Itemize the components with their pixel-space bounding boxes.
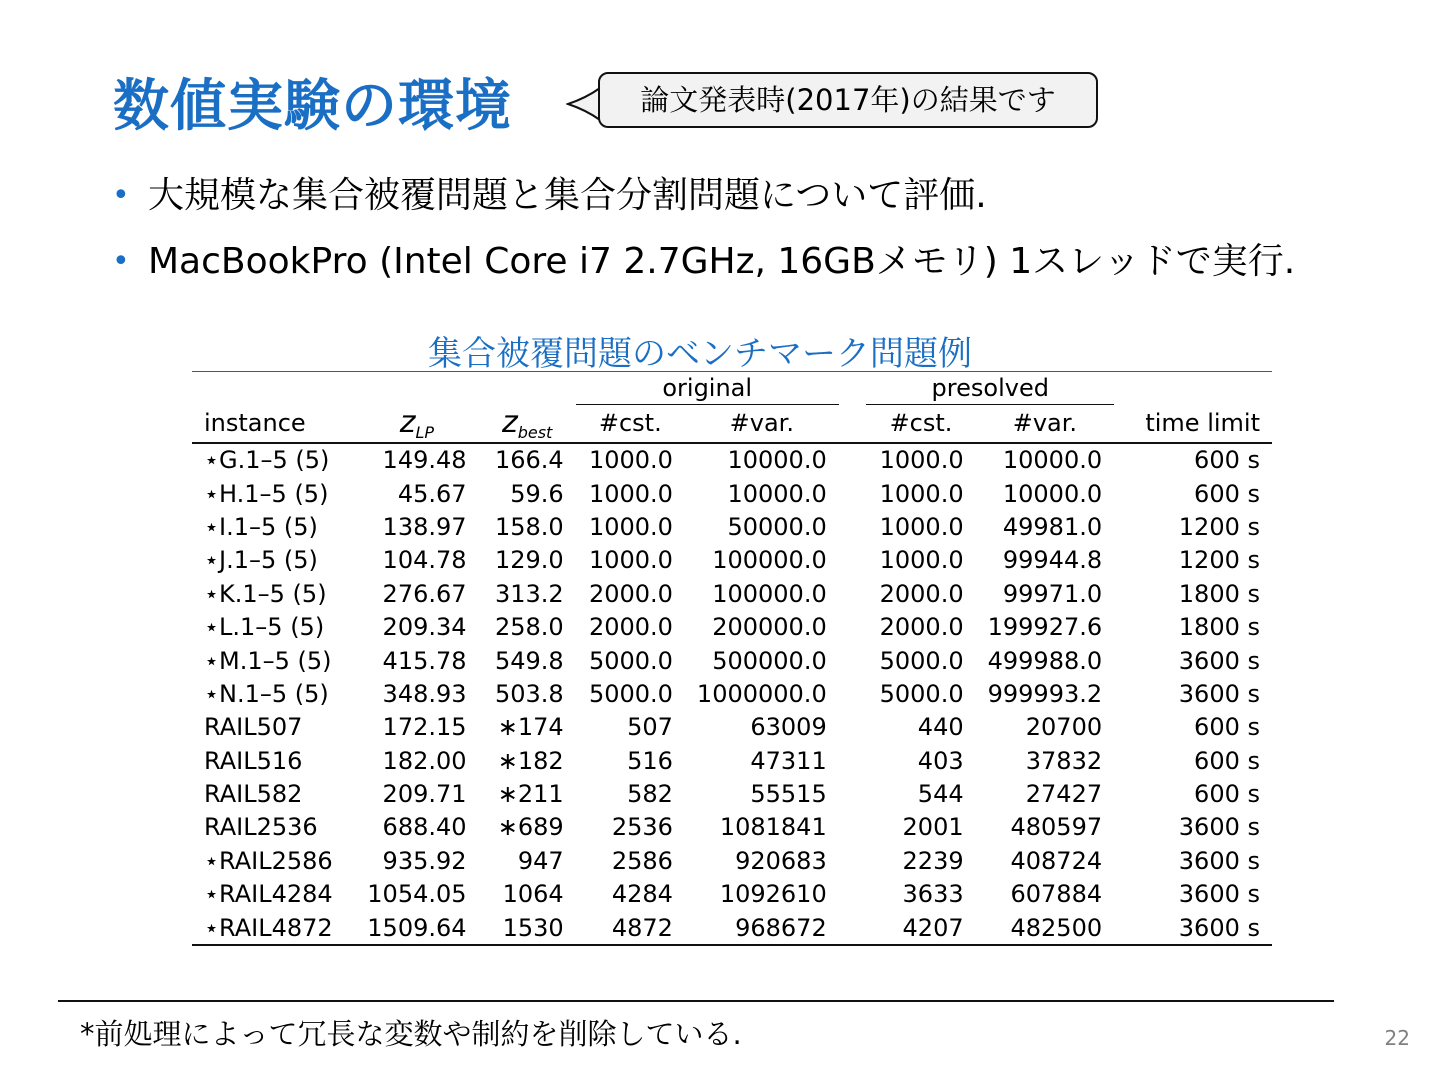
cell-pre-var: 10000.0 (1002, 479, 1103, 508)
cell-pre-cst: 1000.0 (879, 479, 964, 508)
table-row (192, 711, 1272, 744)
spacer-cell (839, 644, 867, 677)
cell-time-limit: 1200 s (1178, 512, 1260, 541)
benchmark-table (192, 371, 1272, 946)
cell-pre-var: 37832 (1025, 746, 1103, 775)
footer-divider (58, 1000, 1334, 1002)
cell-orig-cst: 1000.0 (588, 546, 673, 575)
cell-instance: RAIL516 (204, 746, 303, 775)
col-header-pre-var: #var. (976, 405, 1115, 443)
col-header-orig-cst: #cst. (576, 405, 685, 443)
cell-time-limit: 3600 s (1178, 679, 1260, 708)
cell-zbest: 1530 (479, 911, 576, 945)
col-header-zbest (479, 405, 576, 443)
cell-zbest: 158.0 (494, 512, 564, 541)
cell-orig-cst: 4872 (576, 911, 685, 945)
footnote: *前処理によって冗長な変数や制約を削除している. (80, 1017, 742, 1051)
cell-orig-cst: 516 (627, 746, 673, 775)
col-header-instance: instance (192, 405, 355, 443)
table-row (192, 443, 1272, 477)
cell-orig-var: 1092610 (719, 880, 827, 909)
cell-instance: ⋆M.1–5 (5) (204, 646, 332, 675)
callout-bubble: 論文発表時(2017年)の結果です (598, 72, 1098, 128)
table-row (192, 744, 1272, 777)
cell-pre-var: 499988.0 (987, 646, 1103, 675)
cell-orig-cst: 1000.0 (588, 512, 673, 541)
table-row (192, 878, 1272, 911)
spacer-cell (839, 477, 867, 510)
cell-time-limit: 600 s (1194, 746, 1260, 775)
cell-pre-cst: 1000.0 (879, 512, 964, 541)
cell-instance: ⋆I.1–5 (5) (204, 512, 318, 541)
cell-instance: RAIL2536 (204, 813, 318, 842)
zbest-subscript: best (517, 422, 553, 442)
cell-instance: ⋆RAIL2586 (204, 846, 333, 875)
cell-instance: ⋆N.1–5 (5) (204, 679, 329, 708)
cell-pre-var: 49981.0 (1002, 512, 1103, 541)
cell-instance: RAIL582 (204, 780, 303, 809)
cell-time-limit: 3600 s (1178, 813, 1260, 842)
cell-time-limit: 600 s (1194, 713, 1260, 742)
cell-zbest: 129.0 (494, 546, 564, 575)
cell-orig-cst: 1000.0 (588, 446, 673, 475)
zbest-symbol: z (501, 404, 518, 440)
cell-time-limit: 3600 s (1178, 646, 1260, 675)
cell-orig-cst: 2000.0 (588, 579, 673, 608)
table-row (192, 911, 1272, 945)
column-header-row (192, 405, 1272, 443)
cell-orig-cst: 2586 (611, 846, 673, 875)
cell-orig-var: 55515 (750, 780, 827, 809)
cell-zbest: 166.4 (494, 446, 564, 475)
cell-zbest: 1064 (502, 880, 564, 909)
cell-instance: ⋆H.1–5 (5) (204, 479, 329, 508)
cell-orig-var: 200000.0 (712, 613, 827, 642)
table-row (192, 477, 1272, 510)
cell-pre-var: 10000.0 (1002, 446, 1103, 475)
cell-time-limit: 1200 s (1178, 546, 1260, 575)
cell-pre-var: 607884 (1010, 880, 1103, 909)
zlp-symbol: z (399, 404, 416, 440)
table-row (192, 610, 1272, 643)
cell-time-limit: 600 s (1194, 479, 1260, 508)
cell-orig-var: 100000.0 (712, 579, 827, 608)
cell-orig-var: 50000.0 (727, 512, 827, 541)
cell-time-limit: 1800 s (1178, 579, 1260, 608)
cell-pre-var: 199927.6 (987, 613, 1103, 642)
cell-orig-cst: 582 (627, 780, 673, 809)
cell-zbest: ∗174 (497, 713, 564, 742)
cell-zlp: 276.67 (382, 579, 467, 608)
table-row (192, 777, 1272, 810)
cell-instance: ⋆RAIL4872 (192, 911, 355, 945)
cell-orig-var: 10000.0 (727, 446, 827, 475)
spacer-cell (839, 844, 867, 877)
cell-pre-var: 408724 (1010, 846, 1103, 875)
cell-pre-var: 99971.0 (1002, 579, 1103, 608)
cell-time-limit: 600 s (1194, 446, 1260, 475)
table-row (192, 544, 1272, 577)
cell-time-limit: 3600 s (1178, 880, 1260, 909)
table-body (192, 443, 1272, 946)
cell-pre-cst: 403 (917, 746, 964, 775)
cell-pre-cst: 5000.0 (879, 646, 964, 675)
cell-pre-cst: 2000.0 (879, 613, 964, 642)
cell-time-limit: 3600 s (1178, 846, 1260, 875)
cell-zbest: ∗182 (497, 746, 564, 775)
cell-orig-cst: 1000.0 (588, 479, 673, 508)
table-row (192, 811, 1272, 844)
bullet-text: 大規模な集合被覆問題と集合分割問題について評価. (148, 175, 987, 216)
cell-zbest: 947 (517, 846, 564, 875)
zlp-subscript: LP (415, 422, 435, 442)
cell-instance: RAIL507 (204, 713, 303, 742)
cell-zlp: 348.93 (382, 679, 467, 708)
cell-zlp: 182.00 (382, 746, 467, 775)
cell-instance: ⋆G.1–5 (5) (204, 446, 330, 475)
cell-zbest: 59.6 (510, 479, 564, 508)
table-row (192, 677, 1272, 710)
cell-orig-cst: 2000.0 (588, 613, 673, 642)
cell-zbest: ∗211 (497, 780, 564, 809)
cell-zlp: 688.40 (382, 813, 467, 842)
spacer-cell (839, 711, 867, 744)
group-header-presolved: presolved (866, 372, 1114, 405)
cell-instance: ⋆L.1–5 (5) (204, 613, 325, 642)
spacer-cell (839, 577, 867, 610)
col-header-time-limit: time limit (1114, 405, 1272, 443)
cell-orig-cst: 5000.0 (588, 679, 673, 708)
cell-instance: ⋆K.1–5 (5) (204, 579, 327, 608)
group-header-original: original (576, 372, 839, 405)
spacer-cell (839, 510, 867, 543)
cell-time-limit: 3600 s (1114, 911, 1272, 945)
cell-pre-cst: 2000.0 (879, 579, 964, 608)
cell-orig-cst: 4284 (611, 880, 673, 909)
cell-zlp: 104.78 (382, 546, 467, 575)
cell-orig-var: 10000.0 (727, 479, 827, 508)
group-header-row (192, 372, 1272, 405)
cell-pre-cst: 3633 (902, 880, 964, 909)
cell-zlp: 149.48 (382, 446, 467, 475)
table-row (192, 510, 1272, 543)
bullet-dot-icon: • (112, 244, 130, 279)
cell-zbest: ∗689 (497, 813, 564, 842)
page-number: 22 (1384, 1026, 1410, 1050)
page-title: 数値実験の環境 (113, 74, 512, 139)
callout-tail (566, 84, 602, 124)
cell-pre-cst: 1000.0 (879, 546, 964, 575)
col-header-orig-var: #var. (685, 405, 839, 443)
col-header-pre-cst: #cst. (866, 405, 975, 443)
cell-zlp: 209.71 (382, 780, 467, 809)
cell-zlp: 935.92 (382, 846, 467, 875)
cell-pre-cst: 544 (917, 780, 964, 809)
cell-pre-var: 27427 (1025, 780, 1103, 809)
cell-pre-cst: 5000.0 (879, 679, 964, 708)
table-row (192, 844, 1272, 877)
spacer-cell (839, 744, 867, 777)
cell-pre-cst: 440 (917, 713, 964, 742)
bullet-dot-icon: • (112, 178, 130, 213)
cell-zlp: 1054.05 (367, 880, 467, 909)
cell-pre-cst: 4207 (866, 911, 975, 945)
cell-pre-var: 482500 (976, 911, 1115, 945)
cell-time-limit: 600 s (1194, 780, 1260, 809)
cell-orig-var: 500000.0 (712, 646, 827, 675)
table-row (192, 644, 1272, 677)
cell-zbest: 258.0 (494, 613, 564, 642)
bullet-item (112, 242, 1342, 282)
spacer-cell (839, 544, 867, 577)
cell-orig-cst: 2536 (611, 813, 673, 842)
cell-pre-var: 480597 (1010, 813, 1103, 842)
spacer-cell (839, 777, 867, 810)
spacer-cell (839, 911, 867, 945)
cell-zbest: 503.8 (494, 679, 564, 708)
cell-zlp: 209.34 (382, 613, 467, 642)
cell-zlp: 138.97 (382, 512, 467, 541)
spacer-cell (839, 610, 867, 643)
cell-instance: ⋆RAIL4284 (204, 880, 333, 909)
cell-orig-var: 920683 (735, 846, 827, 875)
cell-orig-var: 1081841 (719, 813, 827, 842)
cell-pre-cst: 1000.0 (879, 446, 964, 475)
cell-pre-var: 20700 (1025, 713, 1103, 742)
cell-zbest: 313.2 (494, 579, 564, 608)
bullet-item (112, 176, 1342, 216)
cell-zlp: 172.15 (382, 713, 467, 742)
cell-instance: ⋆J.1–5 (5) (204, 546, 318, 575)
bullet-text: MacBookPro (Intel Core i7 2.7GHz, 16GBメモリ) 1スレッドで実行. (148, 241, 1296, 282)
cell-orig-var: 1000000.0 (696, 679, 827, 708)
cell-orig-var: 968672 (685, 911, 839, 945)
cell-orig-var: 100000.0 (712, 546, 827, 575)
spacer-cell (839, 811, 867, 844)
cell-orig-cst: 507 (627, 713, 673, 742)
cell-pre-cst: 2001 (902, 813, 964, 842)
cell-orig-var: 47311 (750, 746, 827, 775)
cell-zbest: 549.8 (494, 646, 564, 675)
spacer-cell (839, 878, 867, 911)
cell-zlp: 415.78 (382, 646, 467, 675)
cell-pre-var: 999993.2 (987, 679, 1103, 708)
spacer-cell (839, 443, 867, 477)
cell-time-limit: 1800 s (1178, 613, 1260, 642)
bullet-list (112, 176, 1342, 308)
cell-pre-var: 99944.8 (1002, 546, 1103, 575)
cell-zlp: 45.67 (397, 479, 467, 508)
col-header-zlp (355, 405, 478, 443)
cell-pre-cst: 2239 (902, 846, 964, 875)
table-caption: 集合被覆問題のベンチマーク問題例 (428, 334, 972, 374)
cell-orig-var: 63009 (750, 713, 827, 742)
cell-orig-cst: 5000.0 (588, 646, 673, 675)
table-row (192, 577, 1272, 610)
spacer-cell (839, 677, 867, 710)
cell-zlp: 1509.64 (355, 911, 478, 945)
